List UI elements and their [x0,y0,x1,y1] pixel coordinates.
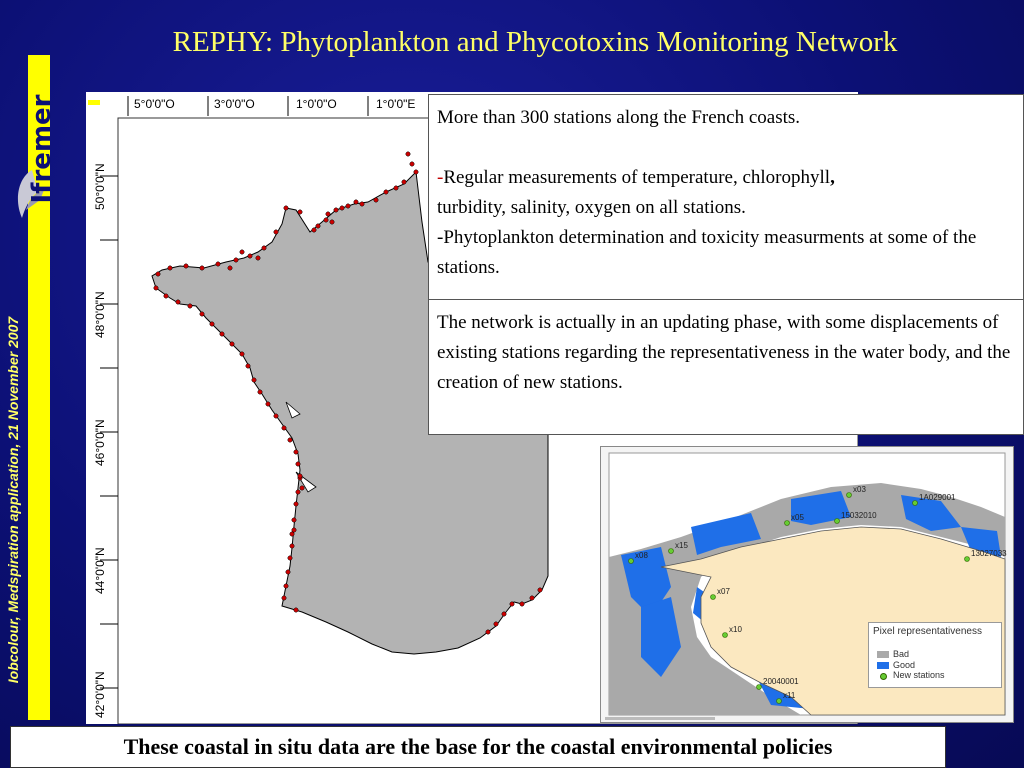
station-marker [292,518,296,522]
station-marker [290,544,294,548]
legend-bad-label: Bad [893,649,910,659]
inset-station-label: x15 [675,541,688,550]
legend-bad-swatch [877,651,889,658]
inset-station-label: x08 [635,551,648,560]
station-marker [486,630,490,634]
station-marker [312,228,316,232]
lon-label: 1°0'0"E [376,97,416,111]
inset-station-marker [835,519,840,524]
station-marker [216,262,220,266]
station-marker [168,266,172,270]
inset-station-label: x07 [717,587,730,596]
callout-comma: , [830,167,835,188]
lat-label: 50°0'0"N [93,163,107,210]
inset-station-label: 1A029001 [919,493,956,502]
station-marker [502,612,506,616]
logo-text [24,94,60,204]
station-marker [288,438,292,442]
station-marker [220,332,224,336]
station-marker [294,450,298,454]
callout-text: The network is actually in an updating phase, with some displacements of existing stations regarding the representativeness in the water body, and the creation of new stations. [437,312,1011,393]
callout-text: turbidity, salinity, oxygen on all stations. [437,197,746,218]
inset-station-label: x03 [853,485,866,494]
callout-line: -Phytoplankton determination and toxicity measurments at some of the stations. [437,227,977,278]
station-marker [494,622,498,626]
callout-dash: - [437,167,444,188]
lon-label: 1°0'0"O [296,97,337,111]
station-marker [184,264,188,268]
inset-station-marker [777,699,782,704]
info-callout-updating [428,299,1024,435]
map-corner-marker [88,100,100,105]
station-marker [200,266,204,270]
station-marker [154,286,158,290]
station-marker [294,502,298,506]
inset-station-marker [913,501,918,506]
inset-station-marker [711,595,716,600]
inset-station-label: x11 [783,691,796,700]
inset-station-label: x10 [729,625,742,634]
inset-station-label: x05 [791,513,804,522]
station-marker [256,256,260,260]
station-marker [252,378,256,382]
station-marker [298,210,302,214]
lat-label: 44°0'0"N [93,547,107,594]
station-marker [286,570,290,574]
inset-station-marker [965,557,970,562]
station-marker [262,246,266,250]
station-marker [230,342,234,346]
station-marker [296,490,300,494]
bottom-statement: These coastal in situ data are the base for the coastal environmental policies [10,726,946,768]
station-marker [394,186,398,190]
inset-station-marker [757,685,762,690]
legend-new-station-icon [880,673,887,680]
station-marker [284,206,288,210]
station-marker [316,224,320,228]
station-marker [300,486,304,490]
station-marker [520,602,524,606]
legend-good-label: Good [893,660,916,670]
inset-station-marker [629,559,634,564]
station-marker [240,352,244,356]
station-marker [402,180,406,184]
lon-label: 3°0'0"O [214,97,255,111]
station-marker [296,462,300,466]
station-marker [282,596,286,600]
station-marker [330,220,334,224]
inset-station-label: 20040001 [763,677,799,686]
callout-line: More than 300 stations along the French coasts. [437,107,801,128]
station-marker [374,198,378,202]
logo-label: Ifremer [27,94,57,204]
station-marker [234,258,238,262]
station-marker [354,200,358,204]
station-marker [240,250,244,254]
info-callout-stations [428,94,1024,304]
lat-label: 42°0'0"N [93,671,107,718]
station-marker [282,426,286,430]
lat-label: 48°0'0"N [93,291,107,338]
station-marker [188,304,192,308]
inset-station-label: 15032010 [841,511,877,520]
station-marker [274,414,278,418]
inset-station-marker [669,549,674,554]
station-marker [284,584,288,588]
station-marker [298,474,302,478]
station-marker [384,190,388,194]
lon-label: 5°0'0"O [134,97,175,111]
station-marker [334,208,338,212]
slide-title: REPHY: Phytoplankton and Phycotoxins Monitoring Network [172,26,898,58]
station-marker [274,230,278,234]
callout-text: Regular measurements of temperature, chlorophyll [443,167,831,188]
station-marker [324,218,328,222]
map-legend [868,622,1002,688]
inset-station-marker [847,493,852,498]
station-marker [210,322,214,326]
station-marker [290,532,294,536]
lat-label: 46°0'0"N [93,419,107,466]
station-marker [294,608,298,612]
legend-good-swatch [877,662,889,669]
inset-station-label: 13027033 [971,549,1007,558]
station-marker [246,364,250,368]
station-marker [200,312,204,316]
inset-footer-strip [605,717,715,720]
inset-station-marker [723,633,728,638]
station-marker [410,162,414,166]
station-marker [258,390,262,394]
station-marker [176,300,180,304]
legend-title: Pixel representativeness [873,626,982,637]
inset-station-marker [785,521,790,526]
station-marker [414,170,418,174]
side-caption [0,280,28,720]
station-marker [530,596,534,600]
station-marker [248,254,252,258]
station-marker [228,266,232,270]
station-marker [360,202,364,206]
station-marker [538,588,542,592]
station-marker [156,272,160,276]
station-marker [292,528,296,532]
station-marker [510,602,514,606]
legend-new-label: New stations [893,670,945,680]
side-caption-text: Iobcolour, Medspiration application, 21 November 2007 [5,316,21,684]
callout-line [437,163,1023,223]
station-marker [164,294,168,298]
station-marker [406,152,410,156]
station-marker [346,204,350,208]
station-marker [266,402,270,406]
station-marker [326,212,330,216]
station-marker [340,206,344,210]
station-marker [288,556,292,560]
